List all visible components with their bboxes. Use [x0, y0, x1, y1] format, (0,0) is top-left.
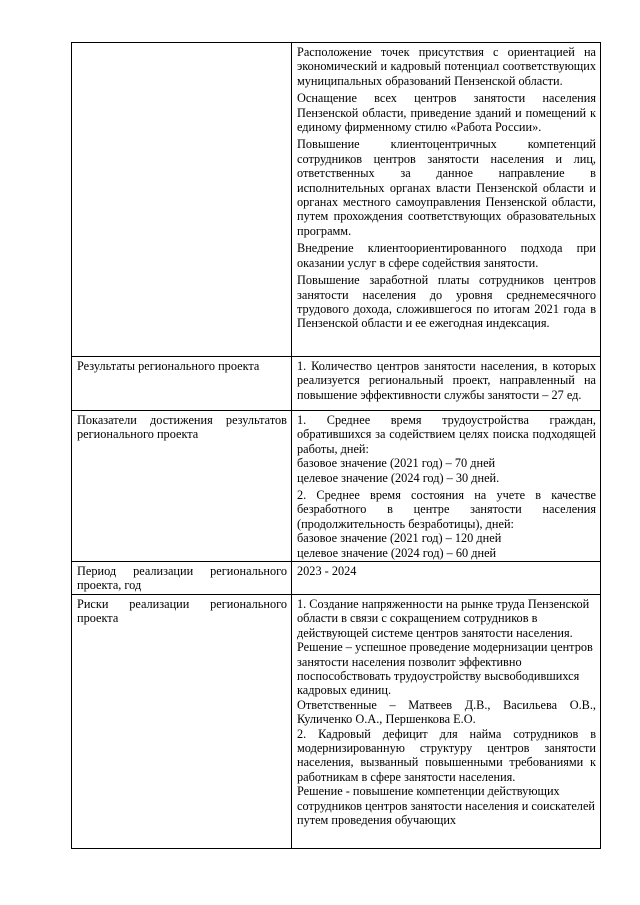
row-value-indicators	[292, 411, 601, 562]
paragraph: Внедрение клиентоориентированного подхода при оказании услуг в сфере содействия занятости.	[297, 241, 596, 270]
table-row	[72, 594, 601, 848]
table-row	[72, 411, 601, 562]
document-page	[71, 42, 601, 849]
paragraph: Ответственные – Матвеев Д.В., Васильева О.В., Куличенко О.А., Першенкова Е.О.	[297, 697, 596, 727]
row-value-risks	[292, 594, 601, 848]
paragraph: Решение – успешное проведение модернизации центров занятости населения позволит эффективно поспособствовать трудоустройству высвободившихся кадровых единиц.	[297, 640, 593, 698]
paragraph: базовое значение (2021 год) – 70 дней	[297, 456, 496, 471]
project-passport-table	[71, 42, 601, 849]
paragraph: Повышение заработной платы сотрудников центров занятости населения до уровня среднемесячного трудового дохода, сложившегося по итогам 2021 года в Пензенской области и ее ежегодная индексация.	[297, 273, 596, 331]
paragraph: 1. Среднее время трудоустройства граждан, обратившихся за содействием целях поиска подходящей работы, дней:	[297, 413, 596, 456]
paragraph: целевое значение (2024 год) – 60 дней	[297, 545, 497, 560]
table-row	[72, 562, 601, 595]
paragraph: 2023 - 2024	[297, 564, 357, 579]
paragraph: Оснащение всех центров занятости населения Пензенской области, приведение зданий и помещений к единому фирменному стилю «Работа России».	[297, 91, 596, 135]
paragraph: целевое значение (2024 год) – 30 дней.	[297, 470, 500, 485]
paragraph: базовое значение (2021 год) – 120 дней	[297, 531, 502, 546]
row-value-results	[292, 357, 601, 411]
row-label-indicators: Показатели достижения результатов регионального проекта	[72, 411, 292, 562]
paragraph: 1. Количество центров занятости населения, в которых реализуется региональный проект, направленный на повышение эффективности службы занятости – 27 ед.	[297, 359, 596, 402]
row-label-risks: Риски реализации регионального проекта	[72, 594, 292, 848]
paragraph: 2. Кадровый дефицит для найма сотрудников в модернизированную структуру центров занятости населения, вызванный повышенными требованиями к работникам в сфере занятости населения.	[297, 726, 596, 784]
table-row	[72, 357, 601, 411]
row-value-period	[292, 562, 601, 595]
table-row	[72, 43, 601, 357]
paragraph: 2. Среднее время состояния на учете в качестве безработного в центре занятости населения (продолжительность безработицы), дней:	[297, 488, 596, 531]
row-label-results: Результаты регионального проекта	[72, 357, 292, 411]
row-label-empty	[72, 43, 292, 357]
paragraph: Повышение клиентоцентричных компетенций сотрудников центров занятости населения и лиц, ответственных за данное направление в исполнительных органах власти Пензенской области и органах местного самоуправления Пензенской области, путем прохождения соответствующих образовательных программ.	[297, 137, 596, 238]
paragraph: 1. Создание напряженности на рынке труда Пензенской области в связи с сокращением сотрудников в действующей системе центров занятости населения.	[297, 596, 590, 640]
paragraph: Расположение точек присутствия с ориентацией на экономический и кадровый потенциал соответствующих муниципальных образований Пензенской области.	[297, 45, 596, 88]
row-label-period: Период реализации регионального проекта, год	[72, 562, 292, 595]
paragraph: Решение - повышение компетенции действующих сотрудников центров занятости населения и соискателей путем проведения обучающих	[297, 784, 595, 827]
row-value-measures	[292, 43, 601, 357]
